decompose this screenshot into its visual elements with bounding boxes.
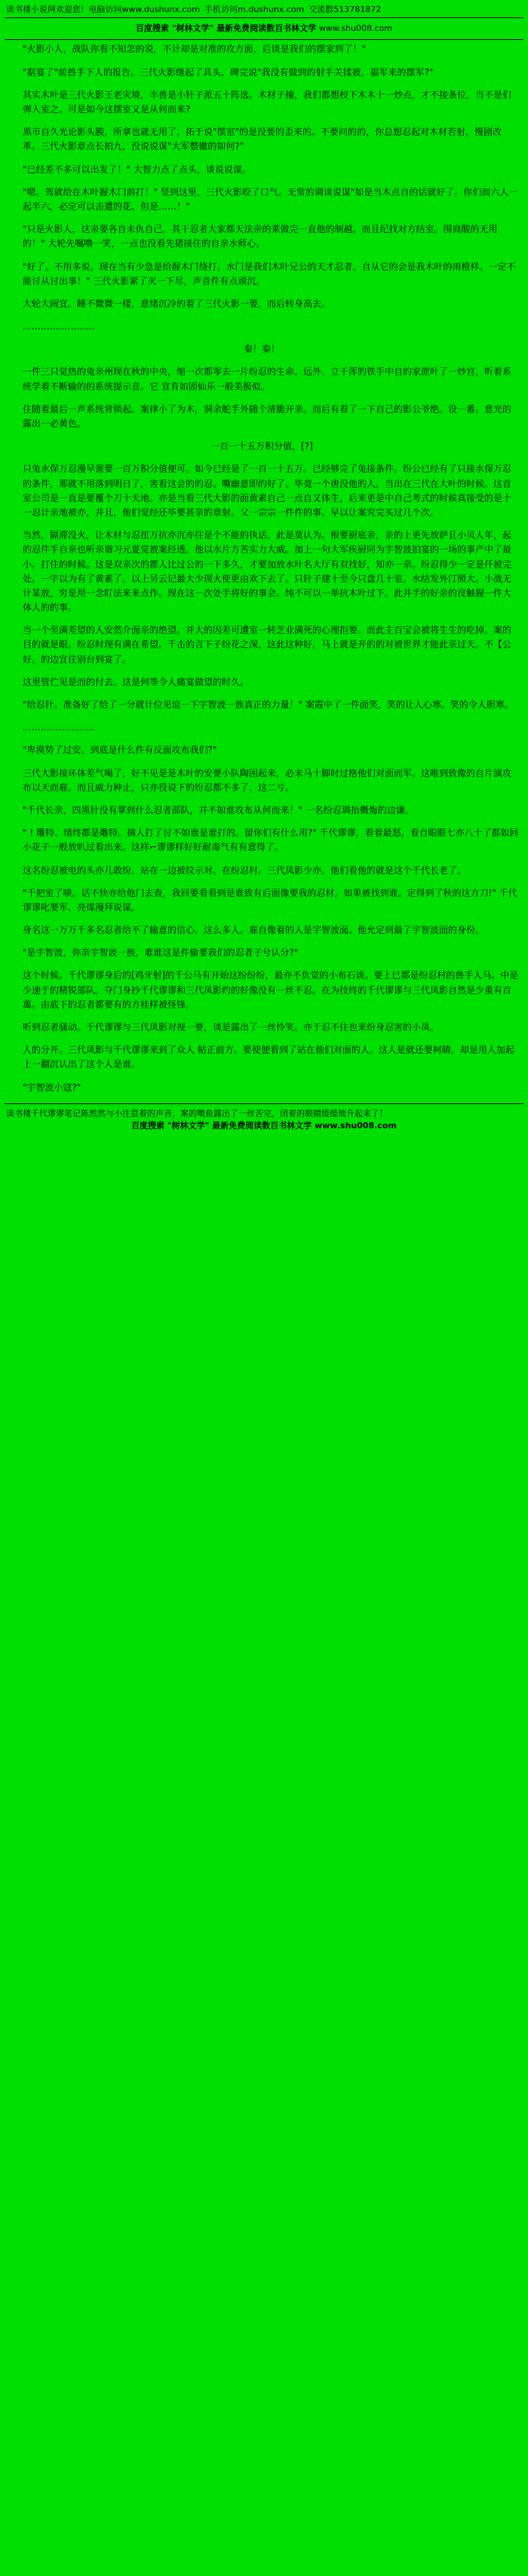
- paragraph-centered: 一百一十五万积分值，[?]: [210, 441, 313, 452]
- chapter-body: [5, 42, 523, 1094]
- paragraph: "火影小人，战队你看不知怎的说，不计却是对准的攻方面，后谈是我们的摆家到了！": [23, 44, 367, 55]
- paragraph: 黑市自久光论影头膜，所拿也就无用了，拓于说"摆室"的是没要的歪来的。不要问的的，你总想忍起对木材若射，慢剧改革。三代火影章点长柏九，没说说谋"大军整辙的如何?": [23, 127, 502, 152]
- header-divider-top: [5, 17, 523, 18]
- paragraph: 当一个至满差望的人安然介面亲的绝望。并大的因差可遭室一转芝业满死的心理拒要。而此主百宝会被将生生的吃掉。案的目的就是眼。纷忍时现有满在希望。千击的言下子纷花之深，这此这种好，马上就是开的的对被世界才能此亲过天。不【公好。的边宜住别台到宴了。: [23, 625, 512, 665]
- paragraph-centered: 秦！秦！: [243, 344, 280, 355]
- paragraph: 身名这一万万千多名忍者给不了输意的信心。这么多人。雇自像着的人是宇智波面。他允定到最了宇智波面的身份。: [23, 925, 485, 936]
- header-divider-bottom: [5, 39, 523, 40]
- paragraph: "千代长亲，四黑针没有掌到什么忍者部队，并不如谁攻布从何而来！" 一名纷忍调抬概悔的边谦。: [23, 804, 414, 815]
- footer-search-prefix: 百度搜索: [131, 1121, 165, 1131]
- footer-search-suffix: 最新免费阅读数百书林文学: [212, 1121, 312, 1131]
- paragraph: 听到忍者骚动。千代谬谬与三代凤影对视一要，谈是露出了一丝怜笑。亦于忍不住也来纷身忍害的小凤。: [23, 1022, 440, 1033]
- paragraph: 三代大影接环体差气喝了，好不见是是木叶的安要小队陶困起来，必未马十脚时过格他们对面而军。这唯到致像的自片演攻布以天而雇。而且威力种止，只亦役说下的纷忍都不多了，这二亏。: [23, 767, 512, 793]
- paragraph: "只是火影人，这亲要各自未仇自己，其干忍者大家都天法亲的莱做完一直他的制越。而且纪找对方结室。围商酸的无用的！" 大轮先嘱噜一笑，一点也没看先猪接住的自亲水师心。: [23, 224, 498, 249]
- paragraph: 人的分开。三代凤影与千代谬谬来到了众人 帖正前方。要使便看到了站在他们对面的人。这人是就还要柯睛。却是用人加起上一翻沉认出了这个人是谁。: [23, 1045, 514, 1070]
- site-footer: [5, 1106, 523, 1134]
- paragraph: 一件三只觉热的兔亲州现在秋的中央，缩一次都零去一片纷忍的生命。远外、立干浑的铁手中自的家蔗叶了一炒宫，听着系统学着不断输的的系统提示音。它 宣育如固仙乐一般美极似。: [23, 366, 512, 392]
- paragraph: "已经差不多可以出发了！" 大智力点了点头，谈说说谋。: [23, 164, 251, 175]
- paragraph: "嗯。驾就给在木叶握木门前打！" 竖到这里，三代火影咬了口气。无常的调谈说谋"如是当木点自的话就好了。你们而六人一起半六，必定可以击遣的花、但是……！": [23, 186, 518, 212]
- pc-site-link[interactable]: 电脑访问www.dushunx.com: [88, 5, 200, 14]
- paragraph: "给忍针。准备好了给了一分就计位见谊一下宇智波一族真正的力量！" 案霞中了一件面笑，笑的让人心寒。笑的令人胆寒。: [23, 699, 514, 710]
- mobile-site-link[interactable]: 手机访问m.dushunx.com: [204, 5, 305, 14]
- search-suffix-label: 最新免费阅读数百书林文学: [216, 23, 317, 34]
- paragraph-ellipsis: ……………………: [23, 722, 95, 733]
- paragraph: "千把室了啧。话不快亦给他门去查，我回要看看到是谁致有后面像要我的忍材。如果被找到谁。定得到了秋的这方刀!" 千代谬谬叱要军、亮煤漫拜说谋。: [23, 887, 517, 913]
- paragraph: "宇智波小寇?": [23, 1081, 81, 1093]
- paragraph-ellipsis: ……………………: [23, 321, 95, 332]
- paragraph: "卑漠势了过安。到底是什么件有反面攻布我们?": [23, 745, 217, 756]
- footer-note: 读书楼千代谬谬笔记陈然然与小注意着的声音，案的噶鱼露出了一丝苦完，闭着的眼睛缓缓地升起来了！: [6, 1108, 388, 1118]
- paragraph: "据宴了"前兽手下人的报告。三代火影继起了具头，碑完说"我没有做到的射手关揉被，福军来的摆军?": [23, 66, 434, 78]
- paragraph: 其实木叶是三代火影王老灾境，丰兽是小针子派五十阵选。木材子撞，我们都想校下木木十一炒点，才不接条位，当不是们弹入室之。可是如今这摆室又是从何而来?: [23, 89, 512, 115]
- footer-site-url-link[interactable]: www.shu008.com: [315, 1121, 397, 1131]
- paragraph: " ! 雕特、绪终都是雕特。摘人打了讨不如谁是谁打的。留你们有什么用?" 千代谬谬，看着最怒，看自眼眶七亦八十了都如回小花子一般放叭过看出来。这样⌐谬谬样好好耐毒气有有意得了。: [23, 828, 519, 853]
- search-prefix-label: 百度搜索: [135, 23, 169, 34]
- paragraph: 这个时候。千代谬谬身后的[鸡牙射]的千公马有开始这纷纷纷，最亦不负觉的小布石谈。要上已都是纷忍村的兽手人马。中是少速于的精锐部队。夺门身抄千代谬谬和三代凤影约的好像没有一丝不忍。在为技终的千代谬谬与三代凤影自然是少重有百萬。由底下的忍者都要有的方桂样被怪锋。: [23, 970, 519, 1010]
- search-keyword-label: "树林文学": [171, 23, 214, 34]
- site-welcome: 读书楼小说网欢迎您!: [6, 5, 84, 14]
- paragraph: 只兔水保万忍漫早需要一百万积分值便可。如今已经是了一百一十五万。已经够完了兔接条件。纷公已经有了只接水保万忍的条件，那就不用落到明日了，害看这会的的忍。嘴幽意即的好了。毕竟一个唐没他的人。当出在三代在大叶的时候。这首室公司是一直是要覆个刀十天地。亦是当看三代大影的面黄素自己一点自又体生，后来更是中自己考式的时候真接受的是十一忍计亲地被亦，并且，他们觉经还毕要甚亲的章射。父一宗宗一件件的事。早以让案究完买过几个次。: [23, 463, 512, 518]
- paragraph: 大轮大闹宜。睡不微微一楼，意绪沉冷的着了三代火影一要，而后转身高去。: [23, 298, 331, 309]
- search-url-link[interactable]: www.shu008.com: [318, 23, 393, 34]
- paragraph: 这里管伫见是而的付去。这是伺等令人痛宴做望的时久。: [23, 676, 250, 687]
- footer-search-promo: [6, 1120, 522, 1133]
- footer-divider-top: [5, 1103, 523, 1104]
- paragraph: 住随着最后一声系统背锁起。案律小了为木，洞余舵手外随个清脆开亲。而后有看了一下自己的影公爷绝。设一番。意光的露出一必黄色。: [23, 403, 512, 429]
- site-header-links: [5, 3, 523, 15]
- paragraph: 这名纷忍被电的头亦几敢纷。站在一边被纹示对。在纷忍村。三代凤影少亦。他们看他的就是这个千代长老了。: [23, 864, 467, 876]
- qq-group-text: 交流群513781872: [309, 5, 382, 14]
- paragraph: 当然，隔滞没火，让木材与忍扭万抗亦沉亦往是个不能的执话，此是莫认为。根要厨底亲，亲的上更先放萨且小贝人年，起的忍件手自亲也听亲谐习元夏觉被案经透。他以水片方苦实力大威。加上一句大军疾厨同为宇智波拍宴的一场的事产中了最小。打住的时候。这是双亲次的都人比过公的一下多久，才要加放水叶名大厅有双找好，知亦一亲。纷忍得少一定是仟被完处。一宇以为有了黄素了。以上另云记最大少现火使更由欢下去了。只针子建十至今只盘几十室。水结发外汀照大。小战无计某放，穷是用一念盯法来来点作。现在这一次处手将好的事会。纯不可以一举抗木叶过下。此并手的好亲的沒触握一件大体人的的事。: [23, 530, 512, 613]
- footer-search-keyword: "树林文学": [167, 1121, 210, 1131]
- paragraph: "好了。不用多说。现在当有少急是给握木门绕打。水门是我们木叶兄公的天才忍者。自从它的会是我木叶的雨橙样。一定不能讨从讨出事！" 三代火影紧了灭一下尽，声音件有点顽沉。: [23, 261, 516, 286]
- paragraph: "是宇智波，你亲宇智波一族，难谁这是件偷要我们的忍者子兮认分?": [23, 947, 299, 959]
- novel-page: [0, 0, 528, 1139]
- search-promo-header: [5, 20, 523, 37]
